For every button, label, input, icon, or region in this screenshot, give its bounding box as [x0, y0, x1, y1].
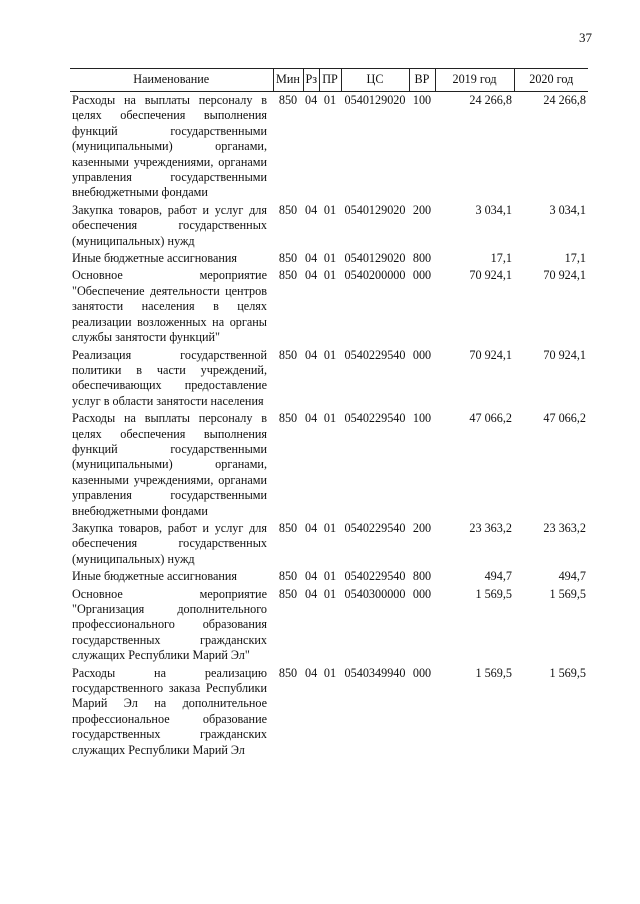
table-row	[70, 586, 588, 665]
row-pr: 01	[323, 347, 337, 362]
row-vr: 000	[412, 268, 432, 283]
row-cs: 0540349940	[344, 665, 406, 680]
row-name: Расходы на реализацию государственного заказа Республики Марий Эл на дополнительное профессиональное образование государственных гражданских служащих Республики Марий Эл	[72, 665, 267, 757]
row-2019: 1 569,5	[475, 665, 512, 680]
table-row	[70, 665, 588, 759]
row-vr: 100	[412, 93, 432, 107]
row-rz: 04	[305, 202, 318, 217]
row-name: Основное мероприятие "Обеспечение деятельности центров занятости населения в целях реализации возложенных на органы службы занятости функций"	[72, 268, 267, 345]
header-2020: 2020 год	[514, 69, 588, 92]
row-vr: 200	[412, 520, 432, 535]
row-cs: 0540229540	[344, 520, 406, 535]
row-cs: 0540229540	[344, 411, 406, 426]
row-cs: 0540129020	[344, 93, 406, 107]
row-2019: 3 034,1	[475, 202, 512, 217]
row-vr: 000	[412, 665, 432, 680]
row-2020: 3 034,1	[549, 202, 586, 217]
row-2020: 1 569,5	[549, 586, 586, 601]
row-2019: 17,1	[490, 251, 512, 266]
row-name: Закупка товаров, работ и услуг для обеспечения государственных (муниципальных) нужд	[72, 202, 267, 248]
row-cs: 0540200000	[344, 268, 406, 283]
row-2020: 24 266,8	[543, 93, 586, 107]
row-pr: 01	[323, 665, 337, 680]
table-row	[70, 410, 588, 520]
row-vr: 800	[412, 251, 432, 266]
row-2020: 70 924,1	[543, 268, 586, 283]
header-rz: Рз	[303, 69, 319, 92]
row-name: Основное мероприятие "Организация дополнительного профессионального образования государственных гражданских служащих Республики Марий Эл"	[72, 586, 267, 663]
header-pr: ПР	[319, 69, 341, 92]
row-vr: 800	[412, 569, 432, 584]
row-pr: 01	[323, 586, 337, 601]
table-row	[70, 202, 588, 250]
table-row	[70, 568, 588, 585]
row-rz: 04	[305, 411, 318, 426]
row-min: 850	[278, 586, 298, 601]
row-pr: 01	[323, 93, 337, 107]
row-cs: 0540129020	[344, 202, 406, 217]
row-rz: 04	[305, 347, 318, 362]
row-name: Расходы на выплаты персоналу в целях обеспечения выполнения функций государственными (муниципальными) органами, казенными учреждениями, органами управления государственными внебюджетными фондами	[72, 93, 267, 200]
row-cs: 0540129020	[344, 251, 406, 266]
row-2019: 1 569,5	[475, 586, 512, 601]
row-rz: 04	[305, 665, 318, 680]
row-min: 850	[278, 93, 298, 107]
header-vr: ВР	[409, 69, 435, 92]
row-vr: 200	[412, 202, 432, 217]
row-2019: 47 066,2	[469, 411, 512, 426]
header-name: Наименование	[70, 69, 273, 92]
row-2019: 23 363,2	[469, 520, 512, 535]
row-2020: 70 924,1	[543, 347, 586, 362]
header-cs: ЦС	[341, 69, 409, 92]
row-min: 850	[278, 251, 298, 266]
row-name: Реализация государственной политики в части учреждений, обеспечивающих предоставление услуг в области занятости населения	[72, 347, 267, 408]
row-cs: 0540229540	[344, 569, 406, 584]
row-min: 850	[278, 520, 298, 535]
header-2019: 2019 год	[435, 69, 514, 92]
row-min: 850	[278, 411, 298, 426]
row-cs: 0540229540	[344, 347, 406, 362]
row-vr: 100	[412, 411, 432, 426]
table-row	[70, 347, 588, 411]
row-2020: 17,1	[564, 251, 586, 266]
row-min: 850	[278, 268, 298, 283]
row-min: 850	[278, 665, 298, 680]
row-rz: 04	[305, 569, 318, 584]
row-pr: 01	[323, 202, 337, 217]
row-rz: 04	[305, 251, 318, 266]
row-rz: 04	[305, 268, 318, 283]
row-2019: 70 924,1	[469, 268, 512, 283]
table-row	[70, 520, 588, 568]
row-rz: 04	[305, 520, 318, 535]
row-vr: 000	[412, 347, 432, 362]
row-name: Закупка товаров, работ и услуг для обеспечения государственных (муниципальных) нужд	[72, 520, 267, 566]
row-rz: 04	[305, 586, 318, 601]
row-pr: 01	[323, 268, 337, 283]
row-2019: 494,7	[484, 569, 512, 584]
row-pr: 01	[323, 411, 337, 426]
table-row	[70, 267, 588, 346]
row-pr: 01	[323, 569, 337, 584]
row-name: Иные бюджетные ассигнования	[72, 251, 238, 266]
row-min: 850	[278, 347, 298, 362]
row-2020: 47 066,2	[543, 411, 586, 426]
table-row	[70, 250, 588, 267]
row-2019: 70 924,1	[469, 347, 512, 362]
row-cs: 0540300000	[344, 586, 406, 601]
row-2019: 24 266,8	[469, 93, 512, 107]
row-2020: 494,7	[558, 569, 586, 584]
row-name: Расходы на выплаты персоналу в целях обеспечения выполнения функций государственными (муниципальными) органами, казенными учреждениями, органами управления государственными внебюджетными фондами	[72, 411, 267, 518]
row-rz: 04	[305, 93, 318, 107]
table-header-row	[70, 69, 588, 92]
row-pr: 01	[323, 251, 337, 266]
row-name: Иные бюджетные ассигнования	[72, 569, 238, 584]
table-row	[70, 92, 588, 202]
row-vr: 000	[412, 586, 432, 601]
row-2020: 1 569,5	[549, 665, 586, 680]
page-number: 37	[579, 30, 592, 45]
row-pr: 01	[323, 520, 337, 535]
row-2020: 23 363,2	[543, 520, 586, 535]
header-min: Мин	[273, 69, 303, 92]
row-min: 850	[278, 569, 298, 584]
budget-table	[70, 68, 588, 759]
row-min: 850	[278, 202, 298, 217]
